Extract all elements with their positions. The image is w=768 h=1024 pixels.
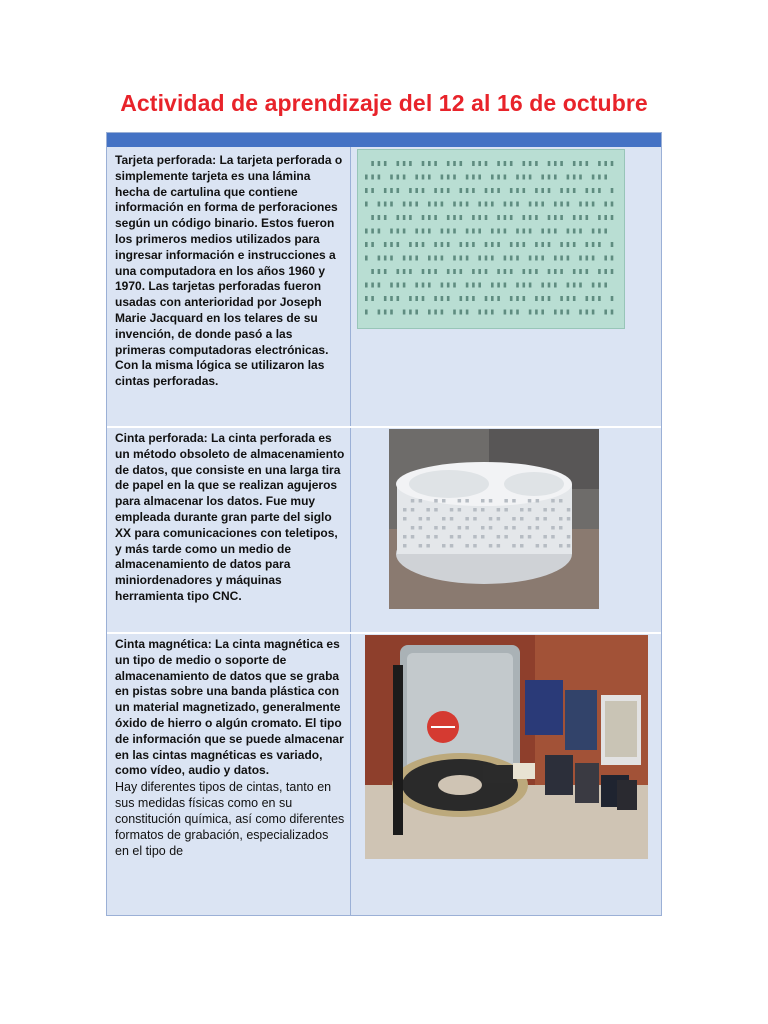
row-lead: Tarjeta perforada: [115, 153, 217, 167]
row-body: La cinta perforada es un método obsoleto de almacenamiento de datos, que consiste en una larga tira de papel en la que se realizan agujeros para almacenar los datos. Fue muy empleada durante gran parte del siglo XX para comunicaciones con teletipos, y más tarde como un medio de almacenamiento de datos para miniordenadores y máquinas herramienta tipo CNC. [115, 431, 345, 603]
row-lead: Cinta perforada: [115, 431, 208, 445]
table-header-bar [107, 133, 661, 147]
row-body: La tarjeta perforada o simplemente tarjeta es una lámina hecha de cartulina que contiene información en forma de perforaciones según un código binario. Estos fueron los primeros medios utilizados para ingresar información e instrucciones a una computadora en los años 1960 y 1970. Las tarjetas perforadas fueron usadas con anterioridad por Joseph Marie Jacquard en los telares de su invención, de donde pasó a las primeras computadoras electrónicas. Con la misma lógica se utilizaron las cintas perforadas. [115, 153, 343, 389]
page-title: Actividad de aprendizaje del 12 al 16 de octubre [120, 90, 648, 116]
column-divider [350, 147, 351, 915]
table-row-text [115, 431, 345, 605]
table-row-text [115, 153, 345, 390]
punched-tape-image [389, 429, 599, 609]
punched-card-image [357, 149, 625, 329]
row-extra: Hay diferentes tipos de cintas, tanto en sus medidas físicas como en su constitución química, así como diferentes formatos de grabación, especializados en el tipo de [115, 780, 345, 859]
table-row-text [115, 637, 345, 859]
row-divider [107, 632, 661, 634]
content-table [106, 132, 662, 916]
row-body: La cinta magnética es un tipo de medio o soporte de almacenamiento de datos que se graba en pistas sobre una banda plástica con un material magnetizado, generalmente óxido de hierro o algún cromato. El tipo de información que se puede almacenar en las cintas magnéticas es variado, como vídeo, audio y datos. [115, 637, 344, 778]
row-divider [107, 426, 661, 428]
row-lead: Cinta magnética: [115, 637, 212, 651]
magnetic-tape-image [365, 635, 648, 859]
